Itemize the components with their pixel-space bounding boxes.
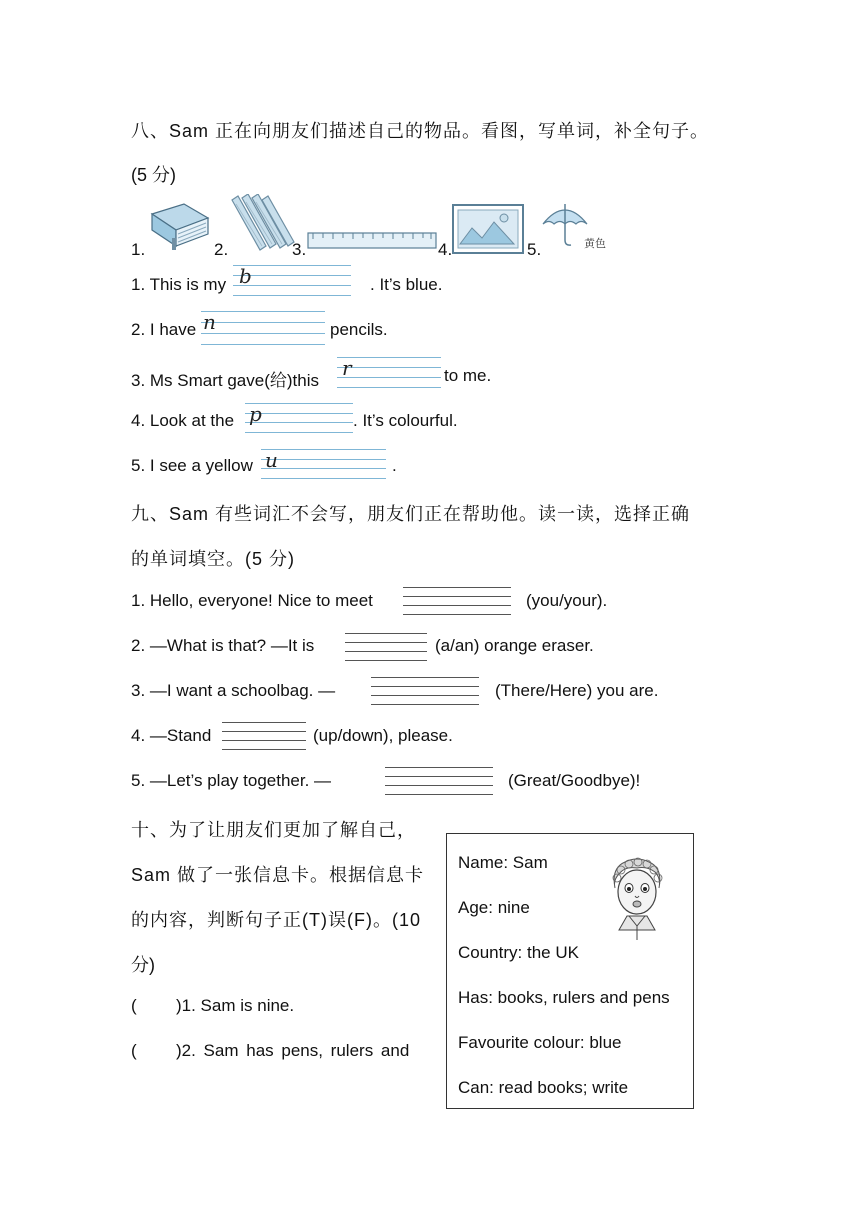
answer-lines-s9-q4[interactable]	[222, 722, 306, 749]
picture-number-4: 4.	[438, 240, 453, 259]
ruler-picture	[307, 232, 437, 250]
sam-portrait-picture	[607, 856, 667, 942]
section10-heading-line2: Sam 做了一张信息卡。根据信息卡	[131, 865, 425, 885]
section8-question-1-prefix: 1. This is my	[131, 275, 227, 294]
info-card	[446, 833, 694, 1109]
section8-points: (5 分)	[131, 165, 176, 185]
picture-number-2: 2.	[214, 240, 229, 259]
section8-question-4-suffix: . It’s colourful.	[353, 411, 458, 430]
answer-lines-q3[interactable]	[337, 357, 441, 387]
answer-lines-s9-q3[interactable]	[371, 677, 479, 704]
section10-question-1: )1. Sam is nine.	[176, 996, 295, 1015]
section9-question-5-suffix: (Great/Goodbye)!	[508, 771, 641, 790]
section10-question-2: )2. Sam has pens, rulers and	[176, 1041, 410, 1060]
hint-letter-q5: u	[265, 448, 278, 472]
section10-heading-line1: 十、为了让朋友们更加了解自己，	[131, 820, 416, 840]
section8-question-2-suffix: pencils.	[330, 320, 388, 339]
section9-question-4-suffix: (up/down), please.	[313, 726, 453, 745]
section10-heading-line4: 分)	[131, 955, 155, 975]
section9-question-3-prefix: 3. —I want a schoolbag. —	[131, 681, 336, 700]
info-can: Can: read books; write	[458, 1078, 629, 1097]
section9-question-4-prefix: 4. —Stand	[131, 726, 212, 745]
info-has: Has: books, rulers and pens	[458, 988, 670, 1007]
section8-question-5-suffix: .	[392, 456, 397, 475]
info-name: Name: Sam	[458, 853, 548, 872]
answer-lines-q5[interactable]	[261, 449, 386, 478]
section9-question-3-suffix: (There/Here) you are.	[495, 681, 659, 700]
hint-letter-q2: n	[203, 310, 216, 334]
section9-question-5-prefix: 5. —Let’s play together. —	[131, 771, 332, 790]
info-favourite-colour: Favourite colour: blue	[458, 1033, 622, 1052]
section8-question-2-prefix: 2. I have	[131, 320, 197, 339]
section10-heading-line3: 的内容，判断句子正(T)误(F)。(10	[131, 910, 421, 930]
book-picture	[146, 200, 212, 252]
info-country: Country: the UK	[458, 943, 579, 962]
section8-question-4-prefix: 4. Look at the	[131, 411, 235, 430]
umbrella-picture	[540, 198, 590, 248]
umbrella-color-label: 黄色	[584, 238, 606, 250]
answer-lines-s9-q2[interactable]	[345, 633, 427, 660]
hint-letter-q3: r	[342, 356, 352, 380]
section9-heading-line1: 九、Sam 有些词汇不会写，朋友们正在帮助他。读一读，选择正确	[131, 504, 691, 524]
answer-lines-s9-q1[interactable]	[403, 587, 511, 614]
pencils-picture	[228, 194, 298, 254]
hint-letter-q4: p	[249, 402, 262, 426]
section8-question-3-prefix: 3. Ms Smart gave(给)this	[131, 371, 319, 390]
picture-number-3: 3.	[292, 240, 307, 259]
hint-letter-q1: b	[239, 264, 252, 288]
answer-paren-q2[interactable]: (	[131, 1041, 137, 1060]
section8-heading: 八、Sam 正在向朋友们描述自己的物品。看图，写单词，补全句子。	[131, 121, 710, 141]
section8-question-5-prefix: 5. I see a yellow	[131, 456, 253, 475]
section9-heading-line2: 的单词填空。(5 分)	[131, 549, 295, 569]
section8-question-3-suffix: to me.	[444, 366, 492, 385]
section9-question-2-suffix: (a/an) orange eraser.	[435, 636, 594, 655]
picture-number-1: 1.	[131, 240, 146, 259]
section9-question-2-prefix: 2. —What is that? —It is	[131, 636, 315, 655]
picture-number-5: 5.	[527, 240, 542, 259]
picture-frame-picture	[452, 204, 524, 254]
section9-question-1-suffix: (you/your).	[526, 591, 608, 610]
info-age: Age: nine	[458, 898, 530, 917]
section9-question-1-prefix: 1. Hello, everyone! Nice to meet	[131, 591, 373, 610]
answer-lines-q2[interactable]	[201, 311, 325, 344]
answer-paren-q1[interactable]: (	[131, 996, 137, 1015]
answer-lines-s9-q5[interactable]	[385, 767, 493, 794]
section8-question-1-suffix: . It’s blue.	[370, 275, 443, 294]
